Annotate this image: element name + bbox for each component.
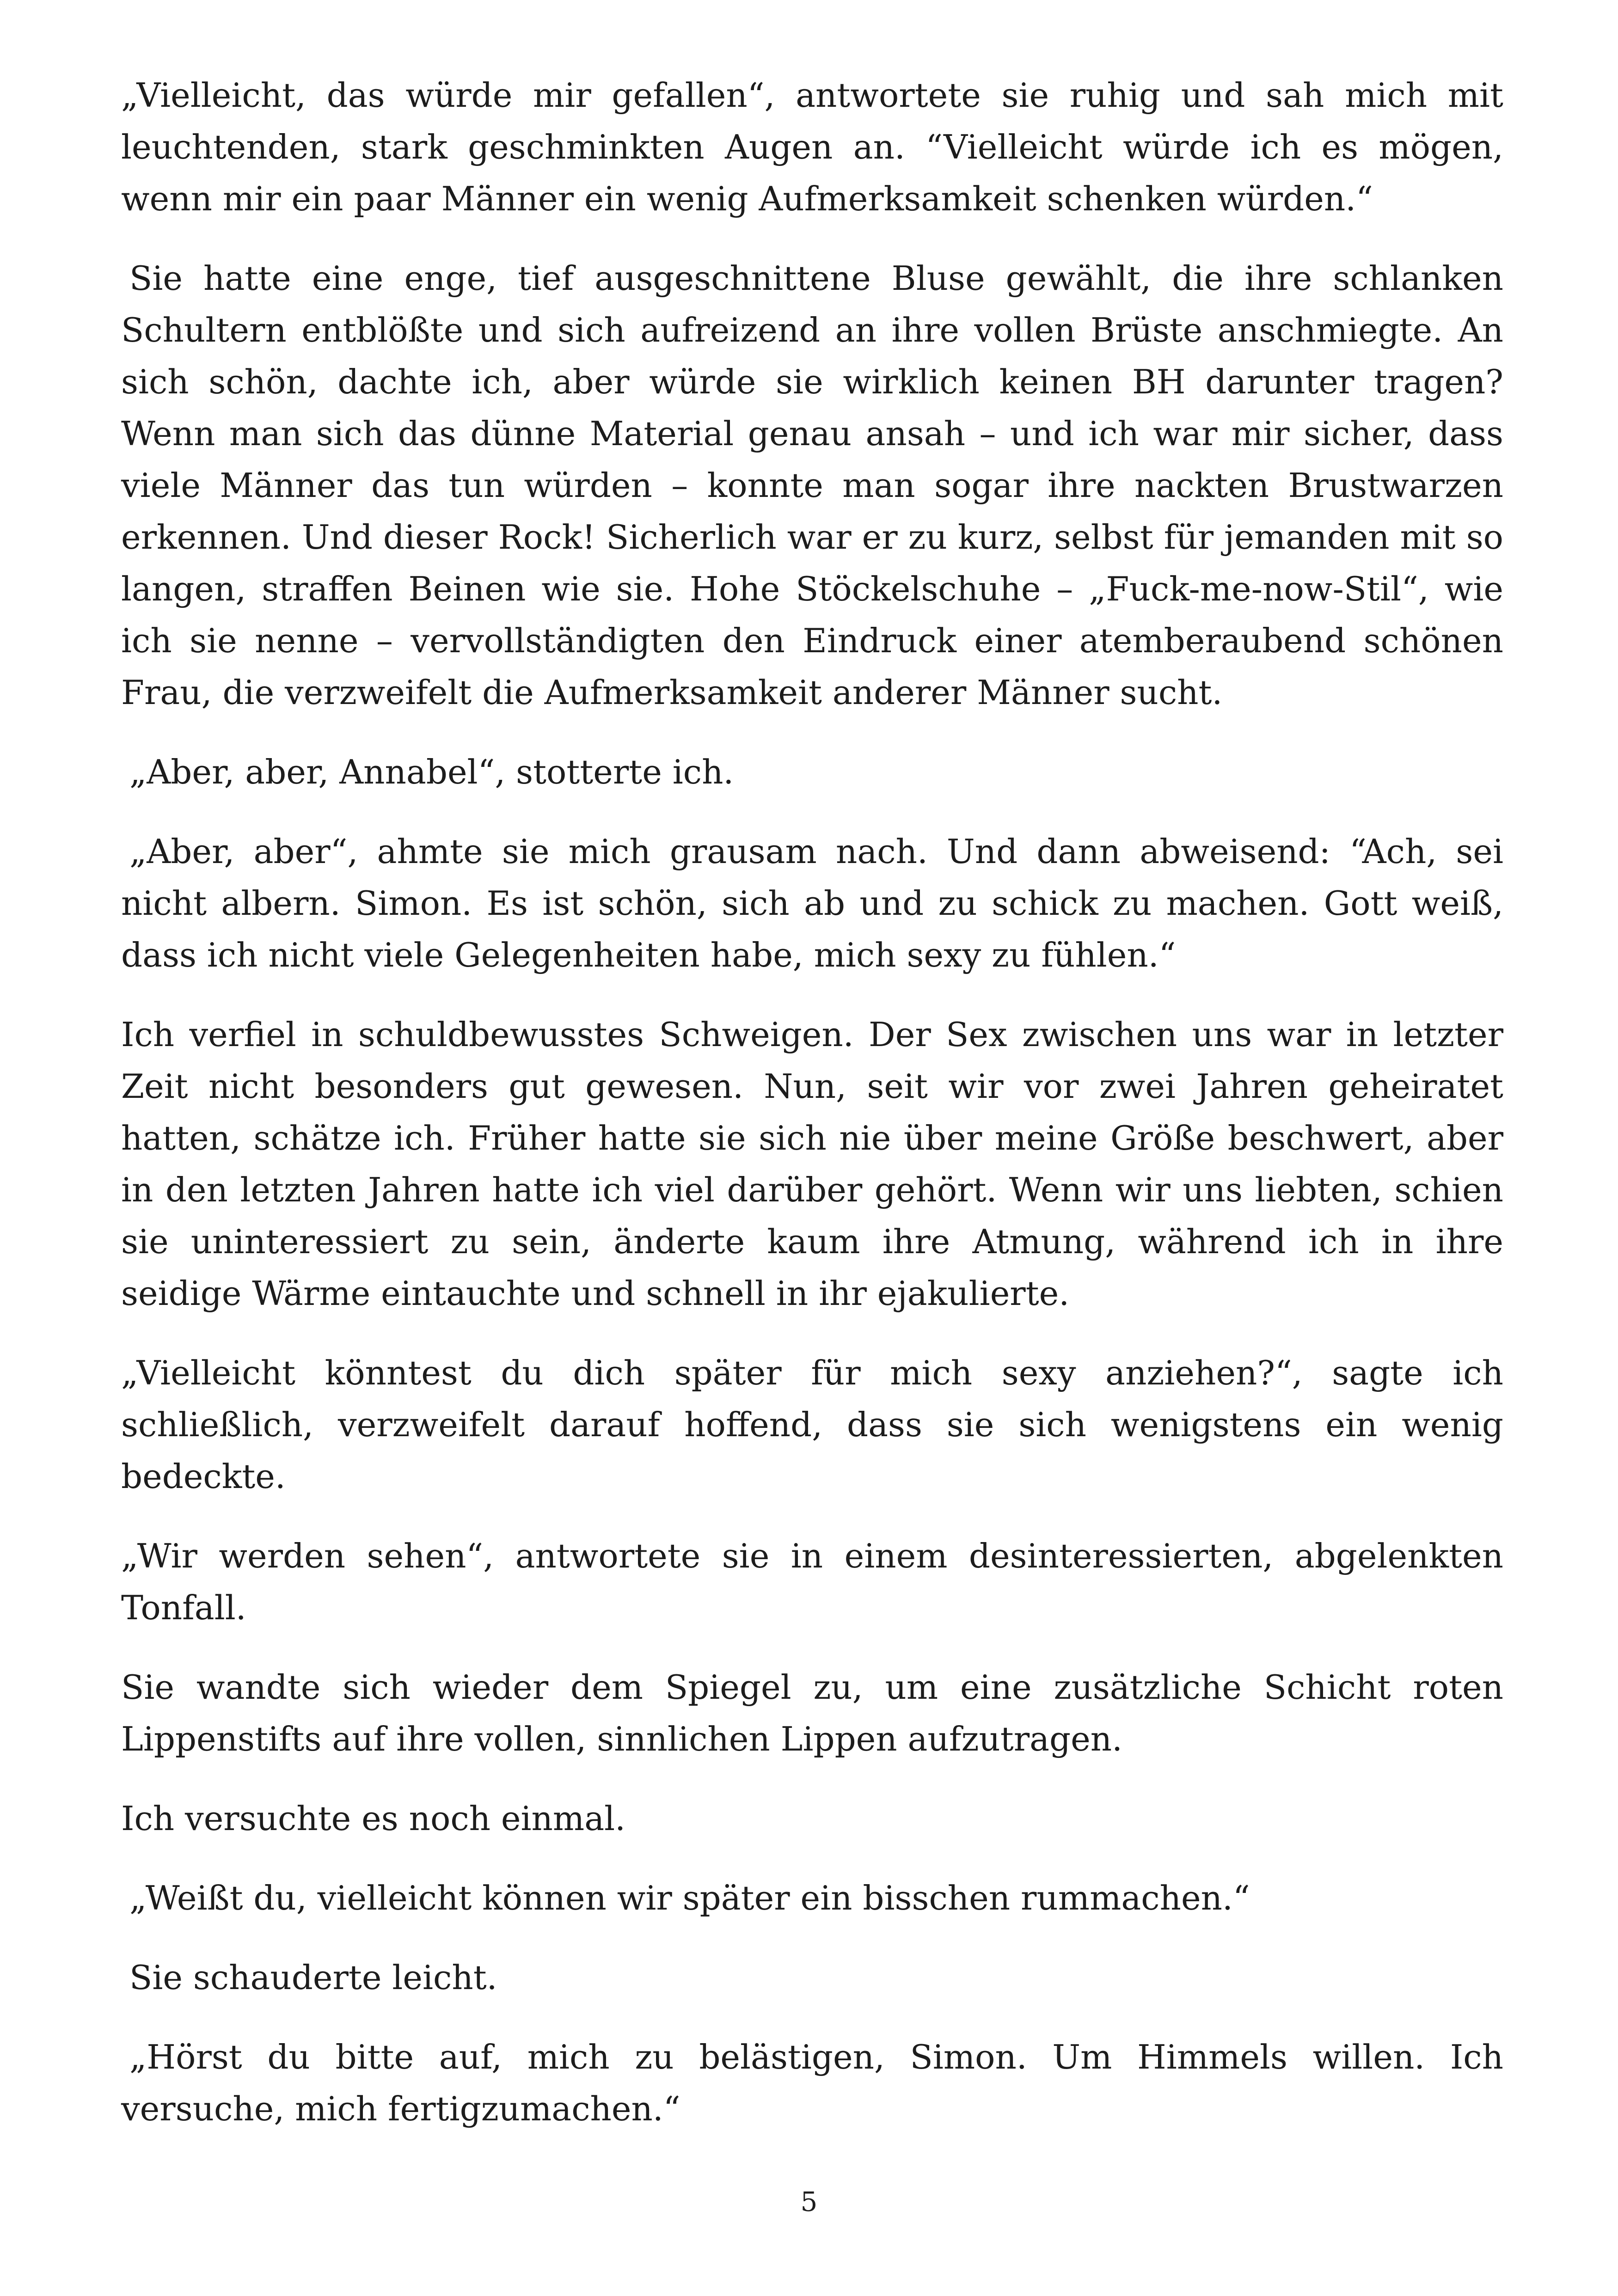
paragraph-4: „Aber, aber“, ahmte sie mich grausam nach. Und dann abweisend: “Ach, sei nicht albern. Simon. Es ist schön, sich ab und zu schick zu machen. Gott weiß, dass ich nicht viele Gelegenheiten habe, mich sexy zu fühlen.“ (121, 832, 1503, 974)
page-number: 5 (800, 2186, 818, 2217)
paragraph-11: Sie schauderte leicht. (129, 1958, 497, 1997)
paragraph-6: „Vielleicht könntest du dich später für mich sexy anziehen?“, sagte ich schließlich, verzweifelt darauf hoffend, dass sie sich wenigstens ein wenig bedeckte. (121, 1353, 1503, 1496)
paragraph-3: „Aber, aber, Annabel“, stotterte ich. (129, 753, 734, 791)
paragraph-7: „Wir werden sehen“, antwortete sie in einem desinteressierten, abgelenkten Tonfall. (121, 1537, 1503, 1627)
paragraph-5: Ich verfiel in schuldbewusstes Schweigen. Der Sex zwischen uns war in letzter Zeit nicht besonders gut gewesen. Nun, seit wir vor zwei Jahren geheiratet hatten, schätze ich. Früher hatte sie sich nie über meine Größe beschwert, aber in den letzten Jahren hatte ich viel darüber gehört. Wenn wir uns liebten, schien sie uninteressiert zu sein, änderte kaum ihre Atmung, während ich in ihre seidige Wärme eintauchte und schnell in ihr ejakulierte. (121, 1015, 1503, 1313)
paragraph-1: „Vielleicht, das würde mir gefallen“, antwortete sie ruhig und sah mich mit leuchtenden, stark geschminkten Augen an. “Vielleicht würde ich es mögen, wenn mir ein paar Männer ein wenig Aufmerksamkeit schenken würden.“ (121, 76, 1503, 218)
paragraph-12: „Hörst du bitte auf, mich zu belästigen, Simon. Um Himmels willen. Ich versuche, mich fertigzumachen.“ (121, 2038, 1503, 2128)
paragraph-2: Sie hatte eine enge, tief ausgeschnittene Bluse gewählt, die ihre schlanken Schultern entblößte und sich aufreizend an ihre vollen Brüste anschmiegte. An sich schön, dachte ich, aber würde sie wirklich keinen BH darunter tragen? Wenn man sich das dünne Material genau ansah – und ich war mir sicher, dass viele Männer das tun würden – konnte man sogar ihre nackten Brustwarzen erkennen. Und dieser Rock! Sicherlich war er zu kurz, selbst für jemanden mit so langen, straffen Beinen wie sie. Hohe Stöckelschuhe – „Fuck-me-now-Stil“, wie ich sie nenne – vervollständigten den Eindruck einer atemberaubend schönen Frau, die verzweifelt die Aufmerksamkeit anderer Männer sucht. (121, 259, 1503, 712)
paragraph-10: „Weißt du, vielleicht können wir später ein bisschen rummachen.“ (129, 1879, 1250, 1917)
text-body (121, 69, 1503, 2162)
paragraph-8: Sie wandte sich wieder dem Spiegel zu, um eine zusätzliche Schicht roten Lippenstifts auf ihre vollen, sinnlichen Lippen aufzutragen. (121, 1668, 1503, 1758)
paragraph-9: Ich versuchte es noch einmal. (121, 1799, 626, 1838)
